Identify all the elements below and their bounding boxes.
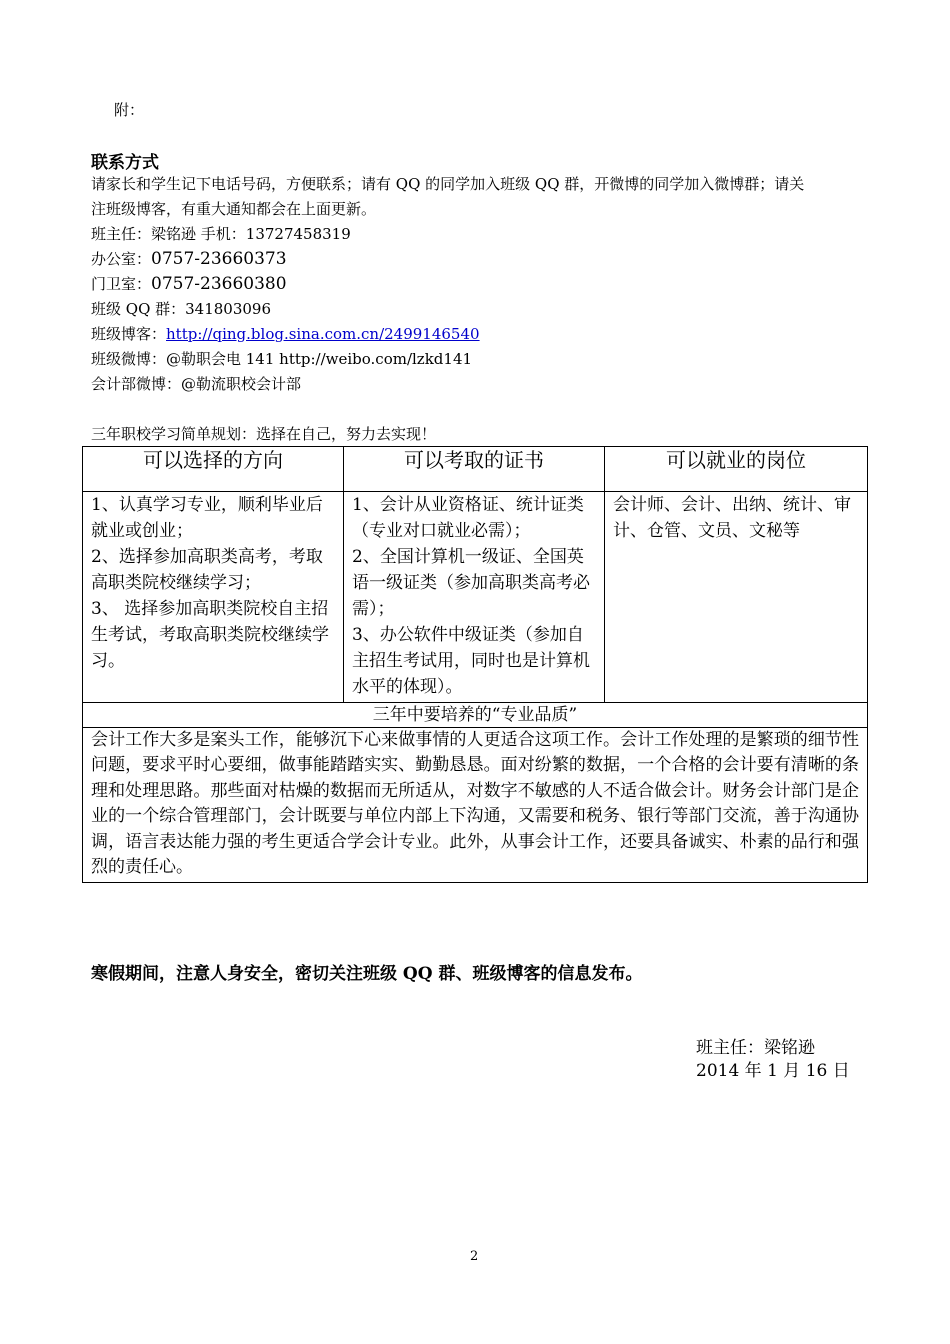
quality-title-row [83,703,868,728]
direction-item: 3、 选择参加高职类院校自主招生考试，考取高职类院校继续学习。 [91,599,329,671]
signature-date: 2014 年 1 月 16 日 [696,1061,850,1081]
gate-phone: 0757-23660380 [151,274,287,294]
certificate-item: 3、办公软件中级证类（参加自主招生考试用，同时也是计算机水平的体现）。 [352,625,590,697]
certificates-cell [344,492,605,703]
header-jobs: 可以就业的岗位 [605,447,868,492]
signature-name: 班主任：梁铭逊 [696,1038,815,1058]
quality-text-row [83,728,868,883]
table-header-row [83,447,868,492]
weibo-line: 班级微博：@勒职会电 141 http://weibo.com/lzkd141 [91,350,473,368]
jobs-cell: 会计师、会计、出纳、统计、审计、仓管、文员、文秘等 [605,492,868,703]
plan-intro: 三年职校学习简单规划：选择在自己，努力去实现！ [91,425,437,443]
header-directions: 可以选择的方向 [83,447,344,492]
office-label: 办公室： [91,250,152,268]
attachment-label: 附： [114,101,145,119]
page-number: 2 [470,1249,479,1264]
contact-section [91,172,871,397]
holiday-notice: 寒假期间，注意人身安全，密切关注班级 QQ 群、班级博客的信息发布。 [91,964,643,984]
certificate-item: 2、全国计算机一级证、全国英语一级证类（参加高职类高考必需）； [352,547,590,619]
contact-title: 联系方式 [91,153,159,173]
certificate-item: 1、会计从业资格证、统计证类（专业对口就业必需）； [352,495,584,541]
teacher-phone: 班主任：梁铭逊 手机：13727458319 [91,225,351,243]
plan-table [82,446,868,883]
table-body-row [83,492,868,703]
contact-intro-line2: 注班级博客，有重大通知都会在上面更新。 [91,200,377,218]
dept-weibo-line: 会计部微博：@勒流职校会计部 [91,375,302,393]
directions-cell [83,492,344,703]
quality-title: 三年中要培养的“专业品质” [83,703,868,728]
contact-intro-line1: 请家长和学生记下电话号码，方便联系；请有 QQ 的同学加入班级 QQ 群，开微博的同学加入微博群；请关 [91,175,805,193]
office-phone: 0757-23660373 [151,249,287,269]
gate-label: 门卫室： [91,275,152,293]
direction-item: 1、认真学习专业，顺利毕业后就业或创业； [91,495,323,541]
blog-line [91,322,871,347]
gate-phone-line [91,272,871,297]
blog-label: 班级博客： [91,325,167,343]
quality-text: 会计工作大多是案头工作，能够沉下心来做事情的人更适合这项工作。会计工作处理的是繁琐的细节性问题，要求平时心要细，做事能踏踏实实、勤勤恳恳。面对纷繁的数据，一个合格的会计要有清晰的条理和处理思路。那些面对枯燥的数据而无所适从，对数字不敏感的人不适合做会计。财务会计部门是企业的一个综合管理部门，会计既要与单位内部上下沟通，又需要和税务、银行等部门交流，善于沟通协调，语言表达能力强的考生更适合学会计专业。此外，从事会计工作，还要具备诚实、朴素的品行和强烈的责任心。 [83,728,868,883]
header-certificates: 可以考取的证书 [344,447,605,492]
qq-group: 班级 QQ 群：341803096 [91,300,272,318]
direction-item: 2、选择参加高职类高考，考取高职类院校继续学习； [91,547,323,593]
office-phone-line [91,247,871,272]
blog-link[interactable]: http://qing.blog.sina.com.cn/2499146540 [166,325,480,343]
